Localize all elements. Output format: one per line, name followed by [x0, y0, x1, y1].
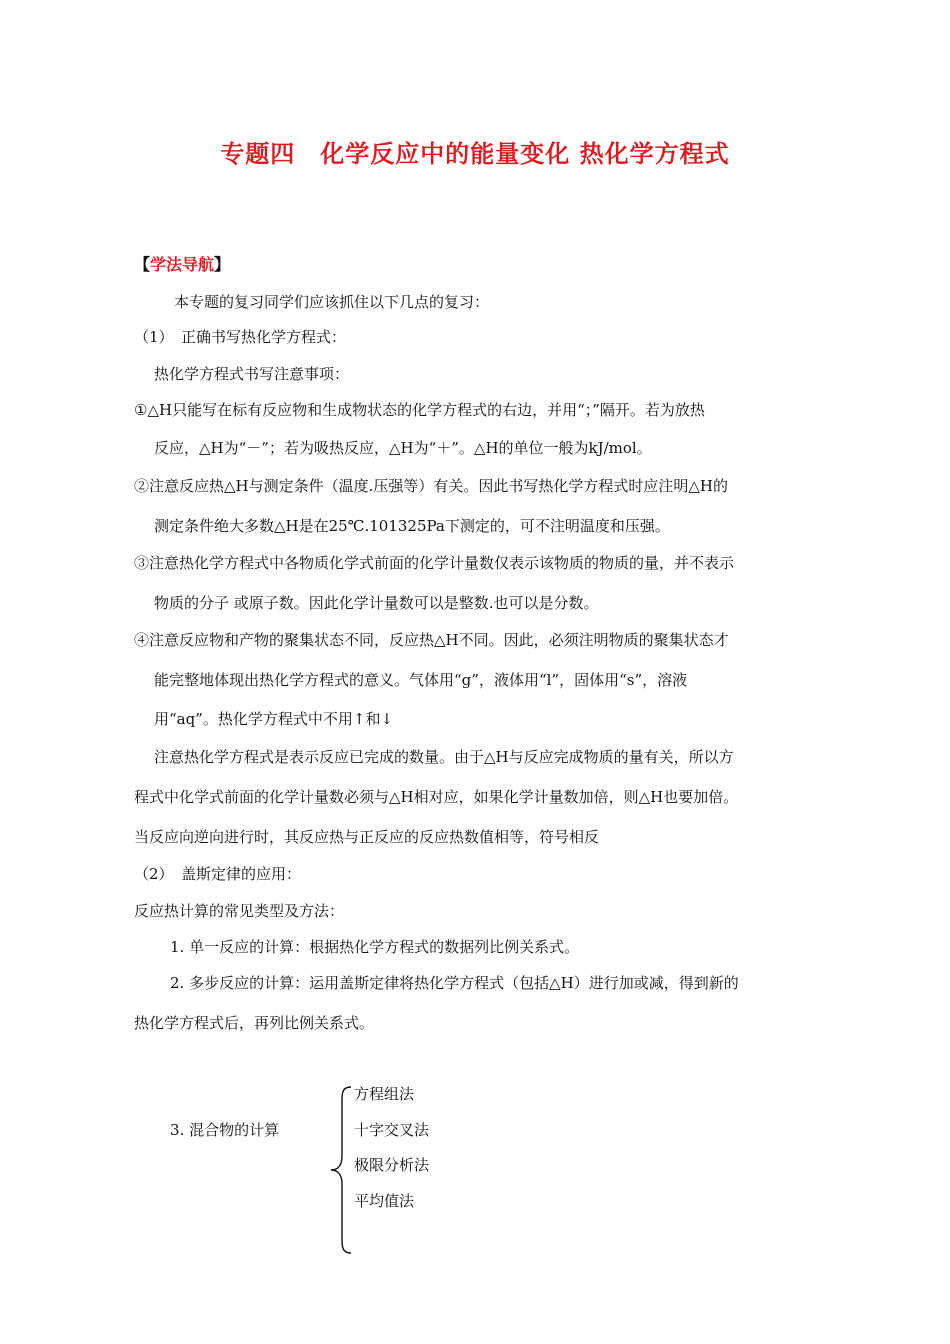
- method-item: 十字交叉法: [354, 1121, 430, 1139]
- method-item: 方程组法: [354, 1085, 415, 1103]
- item-4-line-b: 能完整地体现出热化学方程式的意义。气体用“g”，液体用“l”，固体用“s”，溶液: [154, 671, 688, 689]
- item-1-line-a: ①△H只能写在标有反应物和生成物状态的化学方程式的右边，并用“；”隔开。若为放热: [134, 401, 705, 419]
- item-1-line-b: 反应，△H为“－”；若为吸热反应，△H为“＋”。△H的单位一般为kJ/mol。: [154, 439, 652, 457]
- method-item: 极限分析法: [354, 1156, 430, 1174]
- calc-type-1: 1. 单一反应的计算：根据热化学方程式的数据列比例关系式。: [170, 938, 580, 956]
- intro-line: 本专题的复习同学们应该抓住以下几点的复习：: [174, 293, 490, 311]
- item-3-line-a: ③注意热化学方程式中各物质化学式前面的化学计量数仅表示该物质的物质的量，并不表示: [134, 554, 735, 572]
- method-item: 平均值法: [354, 1192, 415, 1210]
- note-line-2: 程式中化学式前面的化学计量数必须与△H相对应，如果化学计量数加倍，则△H也要加倍。: [134, 788, 739, 806]
- curly-brace: [325, 1084, 355, 1256]
- calc-type-3: 3. 混合物的计算: [170, 1121, 280, 1139]
- item-3-line-b: 物质的分子 或原子数。因此化学计量数可以是整数.也可以是分数。: [154, 594, 599, 612]
- section-close-bracket: 】: [214, 255, 231, 274]
- calc-type-2-line-a: 2. 多步反应的计算：运用盖斯定律将热化学方程式（包括△H）进行加或减，得到新的: [170, 974, 739, 992]
- page-title: 专题四 化学反应中的能量变化 热化学方程式: [220, 140, 730, 168]
- point-2-heading: （2） 盖斯定律的应用：: [134, 865, 302, 883]
- item-2-line-a: ②注意反应热△H与测定条件（温度.压强等）有关。因此书写热化学方程式时应注明△H的: [134, 477, 729, 495]
- section-heading: [134, 252, 230, 275]
- item-2-line-b: 测定条件绝大多数△H是在25℃.101325Pa下测定的，可不注明温度和压强。: [154, 517, 670, 535]
- point-2-subheading: 反应热计算的常见类型及方法：: [134, 902, 345, 920]
- item-4-line-a: ④注意反应物和产物的聚集状态不同，反应热△H不同。因此，必须注明物质的聚集状态才: [134, 631, 729, 649]
- note-line-1: 注意热化学方程式是表示反应已完成的数量。由于△H与反应完成物质的量有关，所以方: [154, 748, 734, 766]
- section-label: 学法导航: [150, 255, 215, 274]
- calc-type-2-line-b: 热化学方程式后，再列比例关系式。: [134, 1014, 375, 1032]
- point-1-subheading: 热化学方程式书写注意事项：: [154, 365, 350, 383]
- item-4-line-c: 用“aq”。热化学方程式中不用↑和↓: [154, 710, 394, 728]
- section-open-bracket: 【: [134, 255, 151, 274]
- point-1-heading: （1） 正确书写热化学方程式：: [134, 328, 347, 346]
- note-line-3: 当反应向逆向进行时，其反应热与正反应的反应热数值相等，符号相反: [134, 828, 600, 846]
